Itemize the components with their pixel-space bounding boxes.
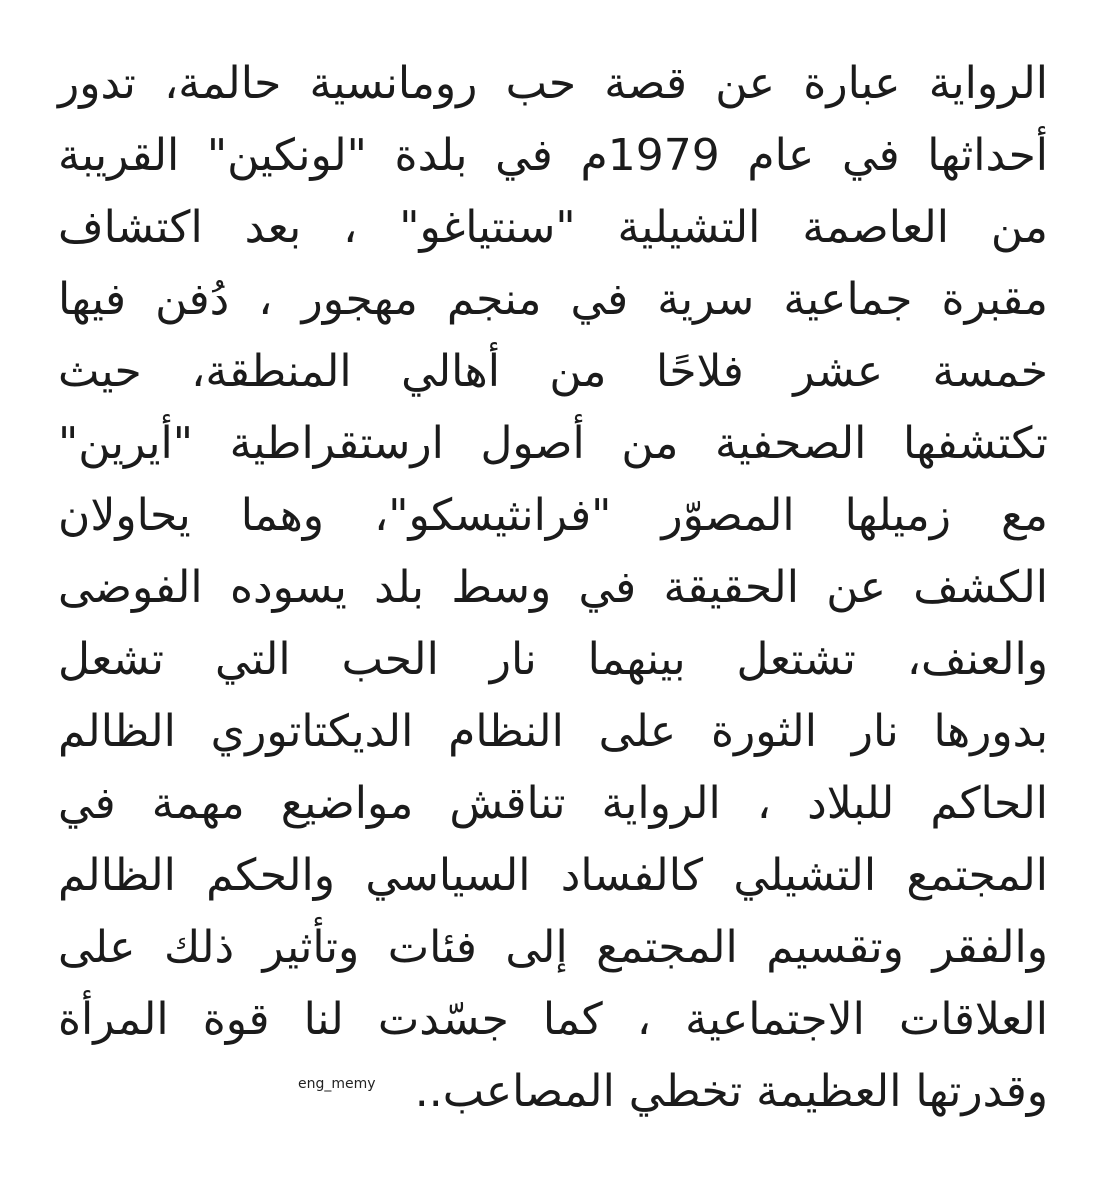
paragraph bbox=[58, 48, 1048, 1128]
watermark-handle: eng_memy bbox=[298, 1076, 376, 1092]
text-line-8: الكشف عن الحقيقة في وسط بلد يسوده الفوضى bbox=[58, 562, 1048, 613]
text-line-13: والفقر وتقسيم المجتمع إلى فئات وتأثير ذلك على bbox=[58, 922, 1048, 973]
text-line-3: من العاصمة التشيلية "سنتياغو" ، بعد اكتشاف bbox=[58, 202, 1048, 253]
text-line-6: تكتشفها الصحفية من أصول ارستقراطية "أيرين" bbox=[58, 418, 1048, 469]
text-line-12: المجتمع التشيلي كالفساد السياسي والحكم الظالم bbox=[58, 850, 1048, 901]
text-line-11: الحاكم للبلاد ، الرواية تناقش مواضيع مهمة في bbox=[58, 778, 1048, 829]
text-line-9: والعنف، تشتعل بينهما نار الحب التي تشعل bbox=[58, 634, 1048, 685]
text-line-1: الرواية عبارة عن قصة حب رومانسية حالمة، تدور bbox=[58, 58, 1048, 109]
text-line-2: أحداثها في عام 1979م في بلدة "لونكين" القريبة bbox=[58, 130, 1048, 181]
text-line-7: مع زميلها المصوّر "فرانثيسكو"، وهما يحاولان bbox=[58, 490, 1048, 541]
text-line-10: بدورها نار الثورة على النظام الديكتاتوري الظالم bbox=[58, 706, 1048, 757]
text-line-4: مقبرة جماعية سرية في منجم مهجور ، دُفن فيها bbox=[58, 274, 1048, 325]
text-line-15: وقدرتها العظيمة تخطي المصاعب.. bbox=[414, 1066, 1048, 1117]
text-line-14: العلاقات الاجتماعية ، كما جسّدت لنا قوة المرأة bbox=[58, 994, 1048, 1045]
text-line-5: خمسة عشر فلاحًا من أهالي المنطقة، حيث bbox=[58, 346, 1048, 397]
